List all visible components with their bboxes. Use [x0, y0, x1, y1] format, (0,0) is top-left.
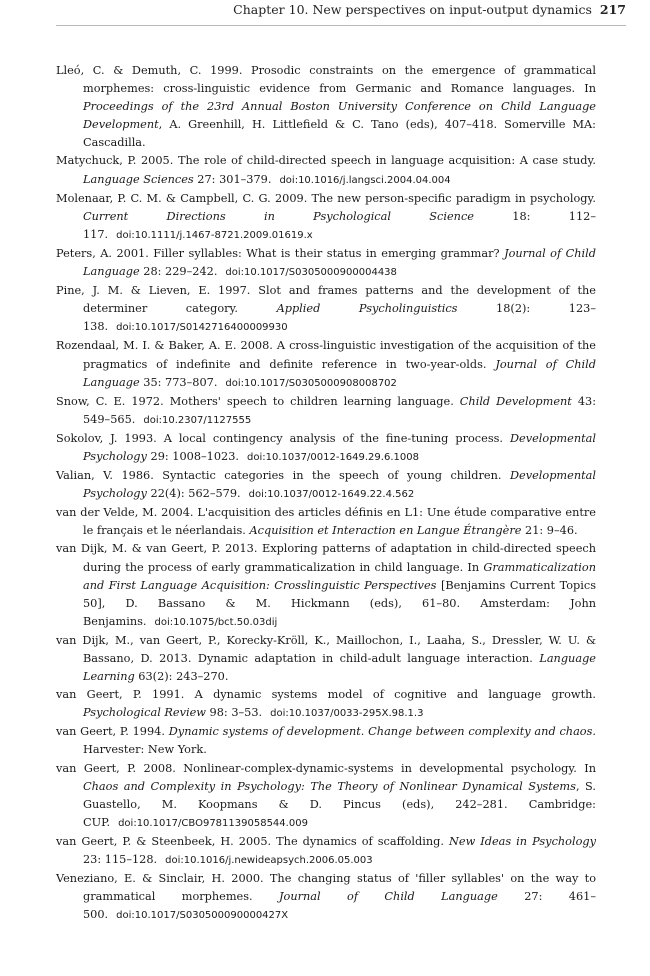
running-head — [56, 2, 626, 17]
reference-source: Current Directions in Psychological Science — [83, 209, 474, 223]
reference-entry — [56, 430, 596, 467]
reference-details: 18(2): 123–138. — [83, 302, 597, 334]
reference-source: Language Learning — [83, 652, 596, 684]
reference-source: Journal of Child Language — [279, 890, 498, 904]
reference-details: 21: 9–46. — [521, 524, 578, 538]
page-number: 217 — [599, 2, 626, 17]
reference-entry — [56, 62, 596, 152]
doi-link[interactable]: doi:10.1037/0012-1649.29.6.1008 — [247, 451, 419, 463]
doi-link[interactable]: doi:10.1111/j.1467-8721.2009.01619.x — [116, 229, 313, 241]
reference-details: 27: 461–500. — [83, 890, 596, 922]
doi-link[interactable]: doi:10.1017/S0305000908008702 — [225, 377, 397, 389]
reference-text: Sokolov, J. 1993. A local contingency analysis of the fine-tuning process. — [56, 431, 510, 445]
reference-entry — [56, 393, 596, 430]
reference-details: [Benjamins Current Topics 50], D. Bassano & M. Hickmann (eds), 61–80. Amsterdam: John Benjamins. — [83, 578, 597, 628]
reference-entry — [56, 245, 596, 282]
reference-entry — [56, 760, 596, 833]
reference-entry — [56, 686, 596, 723]
reference-entry — [56, 152, 596, 189]
reference-details: 29: 1008–1023. — [146, 449, 240, 463]
doi-link[interactable]: doi:10.1037/0033-295X.98.1.3 — [270, 708, 424, 720]
reference-source: Psychological Review — [83, 706, 206, 720]
reference-source: Language Sciences — [83, 172, 194, 186]
reference-details: 28: 229–242. — [139, 265, 218, 279]
reference-source: Child Development — [459, 394, 572, 408]
reference-text: van Dijk, M. & van Geert, P. 2013. Exploring patterns of adaptation in child-directed speech during the process of early grammaticalization in child language. In — [56, 542, 596, 574]
doi-link[interactable]: doi:10.1016/j.newideapsych.2006.05.003 — [165, 855, 373, 867]
reference-text: Rozendaal, M. I. & Baker, A. E. 2008. A cross-linguistic investigation of the acquisition of the pragmatics of indefinite and definite reference in two-year-olds. — [56, 339, 596, 371]
reference-text: Lleó, C. & Demuth, C. 1999. Prosodic constraints on the emergence of grammatical morphemes: cross-linguistic evidence from Germanic and Romance languages. In — [56, 64, 596, 96]
reference-text: Peters, A. 2001. Filler syllables: What is their status in emerging grammar? — [56, 246, 505, 260]
reference-source: Applied Psycholinguistics — [276, 302, 458, 316]
reference-entry — [56, 870, 596, 925]
reference-text: van Geert, P. 1991. A dynamic systems model of cognitive and language growth. — [56, 688, 596, 702]
reference-source: Developmental Psychology — [83, 469, 596, 501]
reference-entry — [56, 632, 596, 686]
reference-source: Journal of Child Language — [83, 246, 596, 279]
reference-details: , S. Guastello, M. Koopmans & D. Pincus (eds), 242–281. Cambridge: CUP. — [83, 779, 596, 829]
reference-text: Pine, J. M. & Lieven, E. 1997. Slot and frames patterns and the development of the determiner category. — [56, 284, 596, 316]
reference-text: Molenaar, P. C. M. & Campbell, C. G. 2009. The new person-specific paradigm in psychology. — [56, 191, 596, 205]
reference-entry — [56, 467, 596, 504]
doi-link[interactable]: doi:10.1017/S0305000900004438 — [225, 267, 397, 279]
reference-entry — [56, 723, 596, 759]
reference-details: 23: 115–128. — [83, 853, 158, 867]
doi-link[interactable]: doi:10.1037/0012-1649.22.4.562 — [248, 489, 415, 501]
reference-entry — [56, 540, 596, 631]
reference-text: van Dijk, M., van Geert, P., Korecky-Kröll, K., Maillochon, I., Laaha, S., Dressler, W. U. & Bassano, D. 2013. Dynamic adaptation in child-adult language interaction. — [56, 633, 596, 665]
chapter-title: Chapter 10. New perspectives on input-output dynamics — [233, 2, 592, 17]
reference-source: New Ideas in Psychology — [449, 834, 596, 848]
reference-entry — [56, 282, 596, 337]
reference-source: Proceedings of the 23rd Annual Boston University Conference on Child Language Development — [83, 100, 596, 132]
reference-entry — [56, 190, 596, 245]
doi-link[interactable]: doi:10.1016/j.langsci.2004.04.004 — [279, 174, 451, 186]
reference-entry — [56, 504, 596, 540]
reference-text: Veneziano, E. & Sinclair, H. 2000. The changing status of 'filler syllables' on the way to grammatical morphemes. — [56, 872, 596, 904]
doi-link[interactable]: doi:10.1017/CBO9781139058544.009 — [118, 817, 308, 829]
header-rule — [56, 25, 626, 26]
reference-details: 98: 3–53. — [205, 706, 263, 720]
reference-source: Dynamic systems of development. Change between complexity and chaos. — [168, 725, 596, 739]
reference-details: , A. Greenhill, H. Littlefield & C. Tano (eds), 407–418. Somerville MA: Cascadilla. — [83, 118, 596, 150]
doi-link[interactable]: doi:10.2307/1127555 — [143, 414, 252, 426]
reference-details: 27: 301–379. — [193, 172, 272, 186]
reference-details: 43: 549–565. — [83, 394, 596, 426]
doi-link[interactable]: doi:10.1017/S0142716400009930 — [116, 322, 288, 334]
reference-entry — [56, 833, 596, 870]
reference-text: van der Velde, M. 2004. L'acquisition des articles définis en L1: Une étude comparative entre le français et le néerlandais. — [56, 506, 596, 538]
reference-source: Journal of Child Language — [83, 357, 596, 389]
reference-text: van Geert, P. & Steenbeek, H. 2005. The dynamics of scaffolding. — [56, 834, 449, 848]
reference-entry — [56, 337, 596, 392]
reference-source: Acquisition et Interaction en Langue Étrangère — [249, 524, 522, 538]
reference-details: 18: 112–117. — [83, 209, 596, 241]
reference-source: Developmental Psychology — [83, 431, 596, 463]
reference-text: Matychuck, P. 2005. The role of child-directed speech in language acquisition: A case study. — [56, 154, 596, 168]
doi-link[interactable]: doi:10.1075/bct.50.03dij — [154, 616, 278, 628]
reference-details: 35: 773–807. — [139, 375, 218, 389]
reference-details: Harvester: New York. — [83, 743, 207, 757]
reference-source: Grammaticalization and First Language Acquisition: Crosslinguistic Perspectives — [83, 560, 596, 592]
reference-text: van Geert, P. 2008. Nonlinear-complex-dynamic-systems in developmental psychology. In — [56, 761, 596, 775]
reference-text: van Geert, P. 1994. — [56, 725, 169, 739]
reference-list — [56, 62, 596, 925]
reference-details: 63(2): 243–270. — [134, 670, 229, 684]
reference-text: Snow, C. E. 1972. Mothers' speech to children learning language. — [56, 394, 460, 408]
reference-text: Valian, V. 1986. Syntactic categories in the speech of young children. — [56, 469, 510, 483]
reference-details: 22(4): 562–579. — [146, 487, 241, 501]
doi-link[interactable]: doi:10.1017/S030500090000427X — [116, 910, 289, 922]
reference-source: Chaos and Complexity in Psychology: The Theory of Nonlinear Dynamical Systems — [83, 779, 576, 793]
